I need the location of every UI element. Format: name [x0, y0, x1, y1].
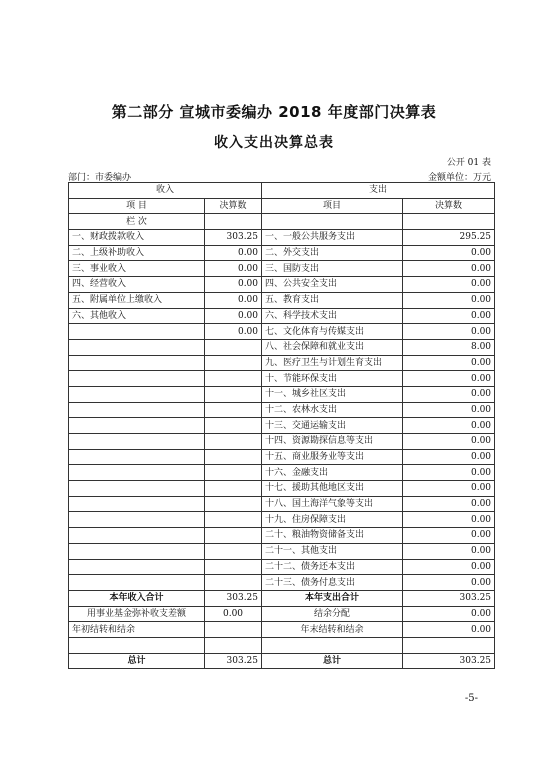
income-amount	[205, 402, 262, 418]
expense-item: 十五、商业服务业等支出	[262, 449, 403, 465]
expense-amount: 0.00	[403, 528, 495, 544]
expense-amount: 0.00	[403, 449, 495, 465]
unit-label: 金额单位：万元	[427, 173, 491, 183]
expense-item: 十三、交通运输支出	[262, 418, 403, 434]
income-item	[69, 434, 205, 450]
income-amount: 0.00	[205, 277, 262, 293]
grand-total-expense-label: 总计	[262, 653, 403, 669]
expense-amount: 0.00	[403, 512, 495, 528]
distribution-label: 结余分配	[262, 606, 403, 622]
expense-amount: 0.00	[403, 575, 495, 591]
income-amount	[205, 481, 262, 497]
income-amount	[205, 434, 262, 450]
income-amount: 0.00	[205, 261, 262, 277]
table-row	[69, 261, 495, 277]
expense-amount: 0.00	[403, 465, 495, 481]
begin-balance-amount	[205, 622, 262, 638]
table-row	[69, 559, 495, 575]
expense-amount: 0.00	[403, 371, 495, 387]
expense-item: 二十二、债务还本支出	[262, 559, 403, 575]
income-expense-table	[68, 182, 495, 669]
income-item: 三、事业收入	[69, 261, 205, 277]
page-title: 第二部分 宣城市委编办 2018 年度部门决算表	[111, 103, 437, 121]
expense-amount: 0.00	[403, 292, 495, 308]
income-item	[69, 465, 205, 481]
income-item	[69, 496, 205, 512]
expense-item: 四、公共安全支出	[262, 277, 403, 293]
income-amount	[205, 386, 262, 402]
begin-balance-label: 年初结转和结余	[69, 622, 205, 638]
income-amount	[205, 418, 262, 434]
end-balance-label: 年末结转和结余	[262, 622, 403, 638]
summary-row	[69, 606, 495, 622]
expense-amount: 0.00	[403, 496, 495, 512]
income-item	[69, 355, 205, 371]
column-index-cell	[262, 214, 403, 230]
table-row	[69, 481, 495, 497]
table-row	[69, 386, 495, 402]
income-item-header: 项 目	[69, 198, 205, 214]
grand-total-income: 303.25	[205, 653, 262, 669]
table-row	[69, 512, 495, 528]
fund-amount: 0.00	[205, 606, 262, 622]
expense-total: 303.25	[403, 590, 495, 606]
income-item	[69, 528, 205, 544]
income-amount: 0.00	[205, 308, 262, 324]
expense-amount: 0.00	[403, 386, 495, 402]
expense-item: 十四、资源勘探信息等支出	[262, 434, 403, 450]
table-row	[69, 496, 495, 512]
expense-item: 一、一般公共服务支出	[262, 230, 403, 246]
expense-item: 十九、住房保障支出	[262, 512, 403, 528]
expense-item: 九、医疗卫生与计划生育支出	[262, 355, 403, 371]
income-item	[69, 543, 205, 559]
blank-cell	[262, 637, 403, 653]
income-amount-header: 决算数	[205, 198, 262, 214]
expense-amount: 0.00	[403, 324, 495, 340]
income-amount	[205, 512, 262, 528]
expense-amount: 0.00	[403, 355, 495, 371]
table-row	[69, 292, 495, 308]
expense-amount: 0.00	[403, 559, 495, 575]
income-item	[69, 371, 205, 387]
table-row	[69, 339, 495, 355]
income-amount	[205, 339, 262, 355]
blank-cell	[205, 637, 262, 653]
income-amount	[205, 575, 262, 591]
expense-amount: 0.00	[403, 245, 495, 261]
income-amount	[205, 465, 262, 481]
page-number: -5-	[464, 693, 478, 704]
income-amount: 0.00	[205, 245, 262, 261]
table-row	[69, 575, 495, 591]
income-amount: 0.00	[205, 324, 262, 340]
expense-item: 十、节能环保支出	[262, 371, 403, 387]
income-item	[69, 418, 205, 434]
income-amount	[205, 528, 262, 544]
grand-total-income-label: 总计	[69, 653, 205, 669]
income-amount	[205, 496, 262, 512]
income-item: 四、经营收入	[69, 277, 205, 293]
expense-amount: 0.00	[403, 402, 495, 418]
income-item	[69, 449, 205, 465]
table-row	[69, 277, 495, 293]
expense-item: 十一、城乡社区支出	[262, 386, 403, 402]
form-number: 公开 01 表	[446, 158, 491, 168]
table-row	[69, 402, 495, 418]
expense-amount: 0.00	[403, 543, 495, 559]
expense-item: 二十、粮油物资储备支出	[262, 528, 403, 544]
expense-item: 三、国防支出	[262, 261, 403, 277]
expense-amount: 0.00	[403, 308, 495, 324]
column-index-label: 栏 次	[69, 214, 205, 230]
table-title: 收入支出决算总表	[214, 135, 334, 151]
income-total-label: 本年收入合计	[69, 590, 205, 606]
expense-amount: 0.00	[403, 261, 495, 277]
summary-row	[69, 622, 495, 638]
income-item	[69, 402, 205, 418]
income-item	[69, 481, 205, 497]
expense-amount: 0.00	[403, 434, 495, 450]
summary-row	[69, 653, 495, 669]
table-row	[69, 449, 495, 465]
blank-cell	[403, 637, 495, 653]
table-row	[69, 543, 495, 559]
income-amount	[205, 543, 262, 559]
table-row	[69, 371, 495, 387]
column-header-row	[69, 198, 495, 214]
income-item	[69, 324, 205, 340]
expense-amount: 0.00	[403, 418, 495, 434]
income-total: 303.25	[205, 590, 262, 606]
table-row	[69, 528, 495, 544]
table-row	[69, 355, 495, 371]
expense-amount: 0.00	[403, 481, 495, 497]
blank-cell	[69, 637, 205, 653]
fund-label: 用事业基金弥补收支差额	[69, 606, 205, 622]
income-amount: 0.00	[205, 292, 262, 308]
table-header-row	[69, 183, 495, 199]
expense-item: 七、文化体育与传媒支出	[262, 324, 403, 340]
grand-total-expense: 303.25	[403, 653, 495, 669]
expense-amount: 295.25	[403, 230, 495, 246]
expense-item: 十六、金融支出	[262, 465, 403, 481]
expense-total-label: 本年支出合计	[262, 590, 403, 606]
income-amount	[205, 355, 262, 371]
income-amount	[205, 371, 262, 387]
table-row	[69, 418, 495, 434]
income-item	[69, 575, 205, 591]
income-amount: 303.25	[205, 230, 262, 246]
income-item: 二、上级补助收入	[69, 245, 205, 261]
expense-amount-header: 决算数	[403, 198, 495, 214]
column-index-cell	[205, 214, 262, 230]
expense-item: 十二、农林水支出	[262, 402, 403, 418]
income-item	[69, 339, 205, 355]
expense-item: 八、社会保障和就业支出	[262, 339, 403, 355]
income-amount	[205, 559, 262, 575]
expense-item: 十七、援助其他地区支出	[262, 481, 403, 497]
table-row	[69, 230, 495, 246]
expense-item: 二十一、其他支出	[262, 543, 403, 559]
income-item: 六、其他收入	[69, 308, 205, 324]
department-label: 部门：市委编办	[68, 173, 132, 183]
income-item: 一、财政拨款收入	[69, 230, 205, 246]
expense-header: 支出	[262, 183, 495, 199]
table-row	[69, 324, 495, 340]
expense-item: 二十三、债务付息支出	[262, 575, 403, 591]
expense-item: 十八、国土海洋气象等支出	[262, 496, 403, 512]
income-item	[69, 386, 205, 402]
distribution-amount: 0.00	[403, 606, 495, 622]
expense-item: 二、外交支出	[262, 245, 403, 261]
table-row	[69, 308, 495, 324]
table-row	[69, 465, 495, 481]
income-item	[69, 559, 205, 575]
expense-amount: 0.00	[403, 277, 495, 293]
expense-item-header: 项目	[262, 198, 403, 214]
income-item	[69, 512, 205, 528]
income-amount	[205, 449, 262, 465]
column-index-cell	[403, 214, 495, 230]
income-header: 收入	[69, 183, 262, 199]
table-row	[69, 434, 495, 450]
column-index-row	[69, 214, 495, 230]
income-item: 五、附属单位上缴收入	[69, 292, 205, 308]
summary-row	[69, 637, 495, 653]
table-row	[69, 245, 495, 261]
expense-item: 六、科学技术支出	[262, 308, 403, 324]
expense-amount: 8.00	[403, 339, 495, 355]
end-balance-amount: 0.00	[403, 622, 495, 638]
expense-item: 五、教育支出	[262, 292, 403, 308]
summary-row	[69, 590, 495, 606]
